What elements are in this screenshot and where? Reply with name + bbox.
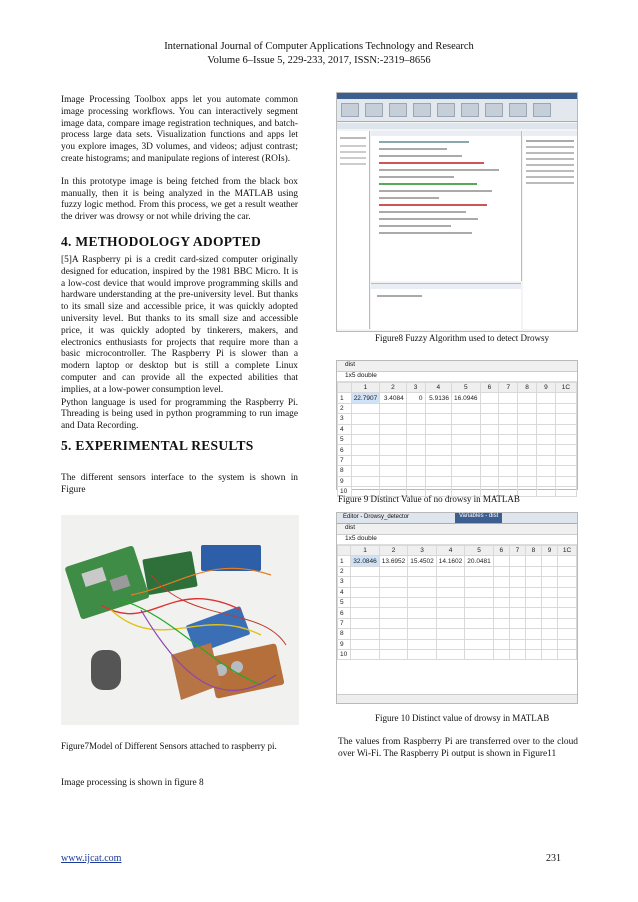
grid-cell[interactable] bbox=[555, 393, 576, 403]
grid-cell[interactable] bbox=[525, 566, 541, 576]
column-header[interactable]: 2 bbox=[380, 383, 407, 393]
column-header[interactable]: 5 bbox=[465, 546, 494, 556]
column-header[interactable]: 5 bbox=[452, 383, 481, 393]
paragraph-image-toolbox: Image Processing Toolbox apps let you automate common image processing workflows. You can interactively segment image data, compare image registration techniques, and batch-process large data sets. Visualization functions and apps let you explore images, 3D volumes, and videos; adjust contrast; create histograms; and manipulate regions of interest (ROIs). bbox=[61, 95, 298, 164]
variable-grid bbox=[337, 382, 577, 497]
grid-cell[interactable] bbox=[480, 476, 499, 486]
grid-cell[interactable] bbox=[518, 393, 537, 403]
grid-cell[interactable] bbox=[436, 587, 465, 597]
grid-cell[interactable] bbox=[499, 455, 518, 465]
column-header[interactable]: 1 bbox=[351, 383, 380, 393]
grid-cell[interactable] bbox=[480, 434, 499, 444]
grid-cell[interactable] bbox=[558, 587, 577, 597]
figure10-caption: Figure 10 Distinct value of drowsy in MATLAB bbox=[375, 713, 550, 723]
grid-row bbox=[338, 393, 577, 403]
grid-cell[interactable] bbox=[351, 566, 380, 576]
grid-cell[interactable] bbox=[351, 424, 380, 434]
grid-row bbox=[338, 587, 577, 597]
grid-cell[interactable] bbox=[465, 608, 494, 618]
grid-cell[interactable] bbox=[408, 566, 437, 576]
grid-cell[interactable] bbox=[499, 445, 518, 455]
grid-cell[interactable] bbox=[518, 455, 537, 465]
grid-cell[interactable] bbox=[558, 566, 577, 576]
grid-cell[interactable] bbox=[541, 566, 557, 576]
grid-cell[interactable] bbox=[555, 466, 576, 476]
paragraph-raspberry-pi: [5]A Raspberry pi is a credit card-sized computer originally designed for education, inspired by the 1981 BBC Micro. It is a low-cost device that would improve programming skills and hardware understanding at the pre-university level. But thanks to its small size and accessible price, it was quickly adopted university level. But thanks to its small size and accessible price, it was quickly adopted by tinkerers, makers, and electronics enthusiasts for projects that require more than a basic microcontroller. The Raspberry Pi is slower than a modern laptop or desktop but is still a complete Linux computer and can provide all the expected abilities that implies, at a low-power consumption level. bbox=[61, 255, 298, 395]
row-header[interactable]: 10 bbox=[338, 649, 351, 659]
grid-cell[interactable] bbox=[351, 414, 380, 424]
figure10-variables-window bbox=[336, 512, 578, 704]
grid-cell[interactable] bbox=[537, 466, 556, 476]
grid-cell[interactable] bbox=[436, 608, 465, 618]
grid-cell[interactable] bbox=[518, 445, 537, 455]
row-header[interactable]: 2 bbox=[338, 403, 352, 413]
row-header[interactable]: 5 bbox=[338, 597, 351, 607]
grid-cell[interactable] bbox=[406, 466, 425, 476]
grid-cell[interactable] bbox=[425, 424, 452, 434]
grid-cell[interactable] bbox=[452, 476, 481, 486]
row-header[interactable]: 5 bbox=[338, 434, 352, 444]
grid-cell[interactable] bbox=[408, 649, 437, 659]
grid-cell[interactable] bbox=[379, 618, 408, 628]
grid-cell[interactable] bbox=[499, 414, 518, 424]
grid-row bbox=[338, 629, 577, 639]
row-header[interactable]: 10 bbox=[338, 486, 352, 496]
grid-cell[interactable] bbox=[537, 414, 556, 424]
grid-cell[interactable] bbox=[379, 649, 408, 659]
grid-cell[interactable] bbox=[465, 649, 494, 659]
grid-cell[interactable]: 14.1602 bbox=[436, 556, 465, 566]
grid-cell[interactable]: 5.9136 bbox=[425, 393, 452, 403]
row-header[interactable]: 8 bbox=[338, 466, 352, 476]
grid-cell[interactable] bbox=[493, 639, 509, 649]
grid-cell[interactable] bbox=[425, 466, 452, 476]
grid-cell[interactable] bbox=[406, 424, 425, 434]
paragraph-python: Python language is used for programming the Raspberry Pi. Threading is being used in python programming to run image and Data Recording. bbox=[61, 397, 298, 432]
grid-cell[interactable] bbox=[541, 597, 557, 607]
grid-cell[interactable] bbox=[541, 577, 557, 587]
grid-cell[interactable] bbox=[406, 434, 425, 444]
grid-cell[interactable] bbox=[558, 629, 577, 639]
grid-cell[interactable] bbox=[351, 466, 380, 476]
grid-cell[interactable] bbox=[525, 597, 541, 607]
figure8-caption: Figure8 Fuzzy Algorithm used to detect Drowsy bbox=[375, 333, 549, 343]
grid-cell[interactable] bbox=[480, 455, 499, 465]
grid-cell[interactable] bbox=[518, 466, 537, 476]
grid-cell[interactable] bbox=[380, 445, 407, 455]
grid-cell[interactable] bbox=[558, 597, 577, 607]
paragraph-sensors: The different sensors interface to the system is shown in Figure bbox=[61, 473, 298, 495]
grid-cell[interactable] bbox=[518, 414, 537, 424]
grid-cell[interactable] bbox=[425, 403, 452, 413]
row-header[interactable]: 7 bbox=[338, 455, 352, 465]
grid-cell[interactable] bbox=[465, 577, 494, 587]
grid-cell[interactable] bbox=[436, 566, 465, 576]
grid-cell[interactable] bbox=[509, 629, 525, 639]
journal-title: International Journal of Computer Applications Technology and Research bbox=[164, 41, 474, 52]
grid-cell[interactable] bbox=[408, 618, 437, 628]
grid-cell[interactable] bbox=[380, 403, 407, 413]
figure8-matlab-screenshot bbox=[336, 92, 578, 332]
page-number: 231 bbox=[546, 853, 561, 864]
column-header[interactable]: 9 bbox=[541, 546, 557, 556]
grid-cell[interactable] bbox=[558, 639, 577, 649]
grid-cell[interactable] bbox=[537, 403, 556, 413]
grid-cell[interactable] bbox=[509, 556, 525, 566]
grid-cell[interactable] bbox=[537, 455, 556, 465]
grid-cell[interactable] bbox=[406, 403, 425, 413]
grid-cell[interactable]: 13.6952 bbox=[379, 556, 408, 566]
grid-row bbox=[338, 445, 577, 455]
grid-cell[interactable] bbox=[509, 608, 525, 618]
grid-cell[interactable]: 3.4084 bbox=[380, 393, 407, 403]
row-header[interactable]: 6 bbox=[338, 445, 352, 455]
matlab-workspace bbox=[523, 131, 577, 329]
grid-cell[interactable] bbox=[408, 587, 437, 597]
grid-cell[interactable] bbox=[480, 445, 499, 455]
figure7-caption: Figure7Model of Different Sensors attached to raspberry pi. bbox=[61, 741, 277, 751]
grid-cell[interactable] bbox=[541, 639, 557, 649]
figure7-sensor-photo bbox=[61, 515, 299, 725]
variable-size-label: 1x5 double bbox=[337, 372, 577, 382]
grid-cell[interactable] bbox=[351, 649, 380, 659]
grid-row bbox=[338, 476, 577, 486]
grid-row bbox=[338, 577, 577, 587]
grid-cell[interactable] bbox=[537, 434, 556, 444]
grid-cell[interactable] bbox=[452, 466, 481, 476]
grid-cell[interactable] bbox=[351, 618, 380, 628]
grid-cell[interactable] bbox=[380, 424, 407, 434]
grid-cell[interactable] bbox=[541, 649, 557, 659]
grid-cell[interactable] bbox=[351, 445, 380, 455]
grid-cell[interactable] bbox=[465, 566, 494, 576]
grid-cell[interactable] bbox=[380, 466, 407, 476]
grid-cell[interactable] bbox=[525, 587, 541, 597]
grid-row bbox=[338, 608, 577, 618]
row-header[interactable]: 6 bbox=[338, 608, 351, 618]
grid-cell[interactable] bbox=[493, 566, 509, 576]
grid-cell[interactable] bbox=[537, 393, 556, 403]
grid-row bbox=[338, 455, 577, 465]
grid-cell[interactable] bbox=[452, 424, 481, 434]
heading-methodology: 4. METHODOLOGY ADOPTED bbox=[61, 234, 261, 249]
matlab-editor bbox=[371, 131, 522, 281]
row-header[interactable]: 2 bbox=[338, 566, 351, 576]
column-header[interactable]: 2 bbox=[379, 546, 408, 556]
grid-cell[interactable] bbox=[452, 455, 481, 465]
grid-cell[interactable] bbox=[525, 577, 541, 587]
grid-cell[interactable] bbox=[525, 639, 541, 649]
grid-cell[interactable] bbox=[525, 556, 541, 566]
left-column bbox=[61, 95, 298, 224]
grid-cell[interactable] bbox=[408, 577, 437, 587]
grid-cell[interactable] bbox=[509, 587, 525, 597]
grid-cell[interactable] bbox=[452, 403, 481, 413]
grid-cell[interactable] bbox=[380, 476, 407, 486]
window-titlebar bbox=[337, 513, 577, 524]
grid-cell[interactable] bbox=[537, 445, 556, 455]
paragraph-cloud: The values from Raspberry Pi are transferred over to the cloud over Wi-Fi. The Raspberry Pi output is shown in Figure11 bbox=[338, 737, 578, 759]
column-header[interactable]: 1C bbox=[558, 546, 577, 556]
grid-cell[interactable] bbox=[425, 445, 452, 455]
grid-cell[interactable] bbox=[436, 577, 465, 587]
grid-cell[interactable] bbox=[509, 597, 525, 607]
grid-cell[interactable] bbox=[525, 629, 541, 639]
grid-cell[interactable] bbox=[480, 403, 499, 413]
column-header[interactable]: 6 bbox=[493, 546, 509, 556]
matlab-ribbon bbox=[337, 99, 577, 122]
grid-cell[interactable] bbox=[425, 434, 452, 444]
grid-cell[interactable] bbox=[408, 597, 437, 607]
grid-cell[interactable] bbox=[379, 566, 408, 576]
grid-cell[interactable] bbox=[406, 476, 425, 486]
editor-title: Editor - Drowsy_detector bbox=[343, 514, 410, 520]
grid-cell[interactable] bbox=[541, 556, 557, 566]
column-header[interactable]: 4 bbox=[425, 383, 452, 393]
variable-tab[interactable] bbox=[337, 361, 577, 372]
row-header[interactable]: 4 bbox=[338, 424, 352, 434]
grid-cell[interactable] bbox=[425, 414, 452, 424]
grid-cell[interactable] bbox=[509, 566, 525, 576]
grid-cell[interactable] bbox=[509, 577, 525, 587]
grid-cell[interactable] bbox=[379, 608, 408, 618]
grid-cell[interactable] bbox=[509, 649, 525, 659]
grid-cell[interactable] bbox=[555, 476, 576, 486]
grid-cell[interactable] bbox=[480, 414, 499, 424]
column-header[interactable]: 1 bbox=[351, 546, 380, 556]
grid-cell[interactable] bbox=[452, 445, 481, 455]
paragraph-image-processing: Image processing is shown in figure 8 bbox=[61, 778, 204, 788]
column-header[interactable]: 8 bbox=[518, 383, 537, 393]
journal-header bbox=[0, 40, 638, 67]
variable-tab[interactable] bbox=[337, 524, 577, 535]
column-header[interactable]: 7 bbox=[509, 546, 525, 556]
grid-cell[interactable] bbox=[436, 639, 465, 649]
grid-row bbox=[338, 424, 577, 434]
column-header[interactable]: 9 bbox=[537, 383, 556, 393]
grid-cell[interactable] bbox=[351, 455, 380, 465]
row-header[interactable]: 9 bbox=[338, 476, 352, 486]
grid-cell[interactable] bbox=[406, 445, 425, 455]
grid-row bbox=[338, 556, 577, 566]
grid-cell[interactable] bbox=[436, 618, 465, 628]
grid-cell[interactable] bbox=[555, 445, 576, 455]
grid-cell[interactable] bbox=[480, 393, 499, 403]
grid-cell[interactable] bbox=[555, 403, 576, 413]
grid-cell[interactable] bbox=[525, 618, 541, 628]
grid-cell[interactable] bbox=[541, 608, 557, 618]
variable-size-label: 1x5 double bbox=[337, 535, 577, 545]
grid-cell[interactable]: 15.4502 bbox=[408, 556, 437, 566]
grid-cell[interactable] bbox=[351, 597, 380, 607]
column-header[interactable]: 4 bbox=[436, 546, 465, 556]
grid-header-row bbox=[338, 383, 577, 393]
column-header[interactable]: 6 bbox=[480, 383, 499, 393]
variables-title: Variables - dist bbox=[455, 513, 502, 523]
grid-row bbox=[338, 566, 577, 576]
grid-cell[interactable] bbox=[465, 639, 494, 649]
grid-cell[interactable] bbox=[480, 424, 499, 434]
grid-cell[interactable] bbox=[452, 414, 481, 424]
figure9-variables-editor bbox=[336, 360, 578, 496]
grid-row bbox=[338, 434, 577, 444]
grid-cell[interactable] bbox=[558, 577, 577, 587]
grid-cell[interactable] bbox=[380, 455, 407, 465]
grid-cell[interactable] bbox=[499, 393, 518, 403]
grid-cell[interactable] bbox=[452, 434, 481, 444]
grid-cell[interactable] bbox=[499, 403, 518, 413]
column-header[interactable]: 1C bbox=[555, 383, 576, 393]
grid-cell[interactable] bbox=[518, 424, 537, 434]
grid-cell[interactable] bbox=[425, 476, 452, 486]
heading-experimental-results: 5. EXPERIMENTAL RESULTS bbox=[61, 438, 254, 453]
row-header[interactable]: 9 bbox=[338, 639, 351, 649]
grid-cell[interactable] bbox=[379, 587, 408, 597]
horizontal-scrollbar[interactable] bbox=[337, 694, 577, 703]
grid-row bbox=[338, 466, 577, 476]
grid-cell[interactable] bbox=[518, 403, 537, 413]
grid-cell[interactable] bbox=[541, 629, 557, 639]
grid-cell[interactable] bbox=[436, 649, 465, 659]
grid-cell[interactable] bbox=[558, 556, 577, 566]
column-header[interactable]: 3 bbox=[406, 383, 425, 393]
row-header[interactable]: 8 bbox=[338, 629, 351, 639]
matlab-command-window bbox=[371, 283, 521, 330]
grid-cell[interactable] bbox=[436, 597, 465, 607]
grid-cell[interactable] bbox=[518, 476, 537, 486]
footer-url[interactable]: www.ijcat.com bbox=[61, 853, 122, 864]
grid-cell[interactable] bbox=[525, 649, 541, 659]
grid-row bbox=[338, 403, 577, 413]
grid-cell[interactable] bbox=[555, 434, 576, 444]
grid-cell[interactable] bbox=[351, 434, 380, 444]
grid-cell[interactable] bbox=[351, 629, 380, 639]
grid-cell[interactable] bbox=[555, 414, 576, 424]
grid-cell[interactable] bbox=[379, 639, 408, 649]
grid-cell[interactable]: 22.7907 bbox=[351, 393, 380, 403]
grid-cell[interactable] bbox=[351, 608, 380, 618]
methodology-body bbox=[61, 255, 298, 433]
grid-cell[interactable] bbox=[465, 618, 494, 628]
grid-cell[interactable]: 32.0846 bbox=[351, 556, 380, 566]
grid-cell[interactable] bbox=[408, 639, 437, 649]
column-header[interactable]: 8 bbox=[525, 546, 541, 556]
grid-cell[interactable] bbox=[480, 466, 499, 476]
grid-cell[interactable] bbox=[351, 476, 380, 486]
grid-cell[interactable] bbox=[525, 608, 541, 618]
grid-cell[interactable] bbox=[493, 608, 509, 618]
grid-cell[interactable] bbox=[436, 629, 465, 639]
grid-cell[interactable] bbox=[509, 639, 525, 649]
column-header[interactable]: 3 bbox=[408, 546, 437, 556]
grid-cell[interactable] bbox=[499, 434, 518, 444]
grid-cell[interactable]: 20.0481 bbox=[465, 556, 494, 566]
grid-cell[interactable] bbox=[555, 455, 576, 465]
matlab-current-folder bbox=[337, 131, 370, 329]
paragraph-prototype: In this prototype image is being fetched from the black box manually, then it is being analyzed in the MATLAB using fuzzy logic method. From this process, we get a result weather the driver was drowsy or not while driving the car. bbox=[61, 176, 298, 223]
grid-cell[interactable] bbox=[493, 587, 509, 597]
variable-tab-label: dist bbox=[345, 361, 356, 368]
grid-row bbox=[338, 597, 577, 607]
figure9-caption: Figure 9 Distinct Value of no drowsy in MATLAB bbox=[338, 494, 520, 504]
grid-cell[interactable] bbox=[351, 639, 380, 649]
grid-cell[interactable] bbox=[499, 476, 518, 486]
grid-cell[interactable] bbox=[380, 434, 407, 444]
row-header[interactable]: 1 bbox=[338, 393, 352, 403]
grid-cell[interactable] bbox=[408, 629, 437, 639]
grid-cell[interactable] bbox=[493, 618, 509, 628]
grid-cell[interactable] bbox=[425, 455, 452, 465]
grid-cell[interactable] bbox=[509, 618, 525, 628]
grid-cell[interactable] bbox=[499, 424, 518, 434]
grid-row bbox=[338, 649, 577, 659]
grid-cell[interactable] bbox=[558, 608, 577, 618]
grid-cell[interactable] bbox=[408, 608, 437, 618]
column-header[interactable]: 7 bbox=[499, 383, 518, 393]
grid-cell[interactable] bbox=[518, 434, 537, 444]
grid-cell[interactable] bbox=[493, 556, 509, 566]
grid-cell[interactable] bbox=[406, 414, 425, 424]
row-header[interactable]: 4 bbox=[338, 587, 351, 597]
grid-cell[interactable] bbox=[379, 597, 408, 607]
grid-cell[interactable] bbox=[406, 455, 425, 465]
grid-cell[interactable] bbox=[493, 597, 509, 607]
variable-tab-label: dist bbox=[345, 524, 356, 531]
grid-cell[interactable] bbox=[541, 618, 557, 628]
grid-cell[interactable]: 16.0946 bbox=[452, 393, 481, 403]
grid-row bbox=[338, 618, 577, 628]
grid-cell[interactable] bbox=[351, 403, 380, 413]
grid-cell[interactable] bbox=[493, 577, 509, 587]
variable-grid bbox=[337, 545, 577, 660]
row-header[interactable]: 7 bbox=[338, 618, 351, 628]
grid-cell[interactable] bbox=[379, 629, 408, 639]
row-header[interactable]: 1 bbox=[338, 556, 351, 566]
journal-volume: Volume 6–Issue 5, 229-233, 2017, ISSN:-2319–8656 bbox=[207, 54, 431, 66]
grid-row bbox=[338, 414, 577, 424]
grid-cell[interactable] bbox=[380, 414, 407, 424]
grid-cell[interactable] bbox=[558, 618, 577, 628]
row-header[interactable]: 3 bbox=[338, 577, 351, 587]
grid-cell[interactable] bbox=[493, 629, 509, 639]
grid-cell[interactable] bbox=[493, 649, 509, 659]
grid-cell[interactable] bbox=[465, 597, 494, 607]
grid-cell[interactable] bbox=[558, 649, 577, 659]
grid-cell[interactable] bbox=[351, 577, 380, 587]
grid-cell[interactable] bbox=[537, 476, 556, 486]
grid-row bbox=[338, 639, 577, 649]
grid-cell[interactable] bbox=[465, 587, 494, 597]
grid-cell[interactable] bbox=[351, 587, 380, 597]
grid-cell[interactable] bbox=[499, 466, 518, 476]
row-header[interactable]: 3 bbox=[338, 414, 352, 424]
grid-cell[interactable] bbox=[555, 424, 576, 434]
grid-cell[interactable]: 0 bbox=[406, 393, 425, 403]
grid-header-row bbox=[338, 546, 577, 556]
grid-cell[interactable] bbox=[537, 424, 556, 434]
grid-cell[interactable] bbox=[465, 629, 494, 639]
grid-cell[interactable] bbox=[541, 587, 557, 597]
grid-cell[interactable] bbox=[379, 577, 408, 587]
sensor-photo-illustration bbox=[61, 515, 299, 725]
